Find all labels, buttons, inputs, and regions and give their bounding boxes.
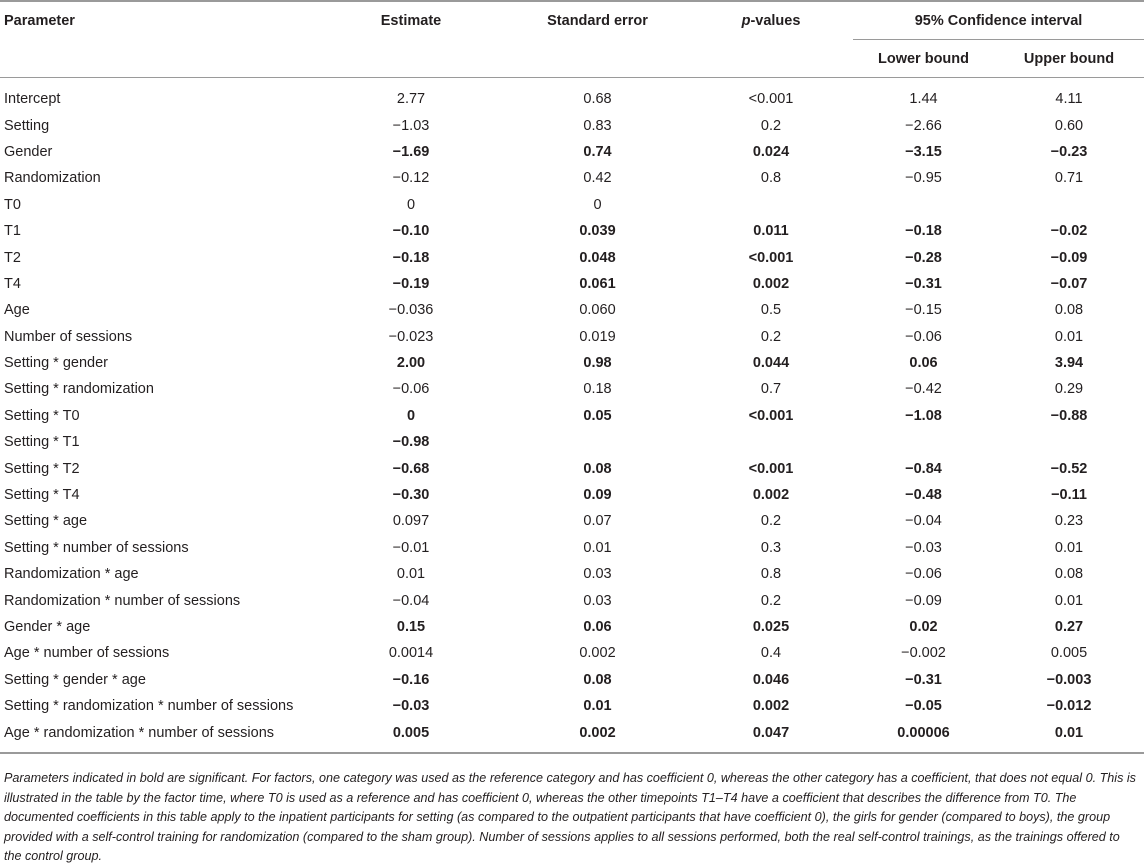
cell-lower-bound: 0.00006 xyxy=(897,724,950,741)
table-row xyxy=(0,561,1144,587)
table-row xyxy=(0,429,1144,455)
cell-lower-bound xyxy=(853,429,994,455)
cell-standard-error: 0.03 xyxy=(583,566,612,583)
cell-estimate: −0.12 xyxy=(392,170,430,187)
cell-estimate: 2.77 xyxy=(396,91,426,108)
cell-upper-bound: 0.29 xyxy=(1054,381,1084,398)
cell-upper-bound: −0.09 xyxy=(1050,249,1088,266)
table-row xyxy=(0,614,1144,640)
cell-lower-bound: −2.66 xyxy=(905,117,942,134)
header-upper-bound: Upper bound xyxy=(1023,50,1115,67)
cell-upper-bound: −0.11 xyxy=(1051,487,1087,504)
cell-estimate: −1.69 xyxy=(392,143,430,160)
table-row xyxy=(0,376,1144,402)
cell-standard-error: 0.68 xyxy=(583,91,612,108)
cell-standard-error: 0.039 xyxy=(579,223,616,240)
cell-upper-bound xyxy=(994,192,1144,218)
cell-p-value: 0.2 xyxy=(760,328,782,345)
table-row xyxy=(0,192,1144,218)
cell-upper-bound: 0.71 xyxy=(1054,170,1084,187)
cell-standard-error: 0.048 xyxy=(579,249,616,266)
cell-estimate: −0.18 xyxy=(392,249,430,266)
cell-p-value: 0.2 xyxy=(760,117,782,134)
cell-parameter: Intercept xyxy=(4,91,61,108)
cell-standard-error xyxy=(506,429,689,455)
cell-parameter: Setting * gender xyxy=(4,355,108,372)
cell-upper-bound: −0.88 xyxy=(1050,407,1088,424)
cell-parameter: T1 xyxy=(4,223,21,240)
cell-parameter: Setting * T0 xyxy=(4,407,80,424)
cell-lower-bound: −0.18 xyxy=(905,223,942,240)
cell-estimate: −0.98 xyxy=(392,434,430,451)
cell-standard-error: 0.061 xyxy=(579,275,616,292)
cell-parameter: Randomization * number of sessions xyxy=(4,592,241,609)
table-row xyxy=(0,693,1144,719)
cell-p-value: 0.7 xyxy=(760,381,782,398)
header-lower-bound: Lower bound xyxy=(877,50,969,67)
cell-parameter: Setting * age xyxy=(4,513,88,530)
cell-parameter: Age * randomization * number of sessions xyxy=(4,724,275,741)
cell-upper-bound: 0.08 xyxy=(1054,566,1084,583)
table-row xyxy=(0,139,1144,165)
table-row xyxy=(0,482,1144,508)
header-p-letter: p xyxy=(741,13,751,29)
cell-upper-bound xyxy=(994,429,1144,455)
cell-parameter: Setting xyxy=(4,117,50,134)
cell-estimate: 0 xyxy=(406,196,416,213)
cell-parameter: Age xyxy=(4,302,30,319)
cell-lower-bound: −0.002 xyxy=(901,645,946,662)
table-header xyxy=(0,1,1144,78)
cell-upper-bound: 0.27 xyxy=(1054,619,1084,635)
header-standard-error: Standard error xyxy=(547,13,648,29)
cell-standard-error: 0.42 xyxy=(583,170,612,187)
header-estimate: Estimate xyxy=(380,13,442,29)
cell-p-value: 0.3 xyxy=(760,539,782,556)
cell-standard-error: 0.01 xyxy=(583,698,612,715)
cell-standard-error: 0.08 xyxy=(583,671,612,688)
cell-p-value: 0.025 xyxy=(752,619,790,635)
cell-upper-bound: 0.005 xyxy=(1050,645,1088,662)
cell-standard-error: 0.01 xyxy=(583,539,612,556)
cell-p-value: <0.001 xyxy=(748,249,794,266)
cell-estimate: 0.005 xyxy=(392,724,430,741)
cell-standard-error: 0.019 xyxy=(579,328,616,345)
cell-lower-bound: −0.06 xyxy=(905,328,942,345)
cell-estimate: −1.03 xyxy=(392,117,430,134)
cell-upper-bound: 3.94 xyxy=(1054,355,1084,372)
cell-p-value: 0.5 xyxy=(760,302,782,319)
cell-p-value: 0.002 xyxy=(752,275,790,292)
table-row xyxy=(0,403,1144,429)
cell-estimate: −0.06 xyxy=(392,381,430,398)
cell-parameter: Setting * T2 xyxy=(4,460,80,477)
cell-estimate: −0.023 xyxy=(388,328,434,345)
cell-p-value: 0.024 xyxy=(752,143,790,160)
cell-parameter: T2 xyxy=(4,249,21,266)
cell-p-value: 0.8 xyxy=(760,170,782,187)
table-row xyxy=(0,324,1144,350)
cell-upper-bound: 0.01 xyxy=(1054,724,1084,741)
cell-parameter: Setting * number of sessions xyxy=(4,539,189,556)
cell-lower-bound: 0.02 xyxy=(909,619,938,635)
cell-lower-bound: −0.04 xyxy=(905,513,942,530)
header-p-values xyxy=(689,1,853,78)
cell-estimate: 2.00 xyxy=(396,355,426,372)
cell-parameter: Number of sessions xyxy=(4,328,133,345)
cell-lower-bound: 0.06 xyxy=(909,355,938,372)
cell-parameter: Setting * gender * age xyxy=(4,671,146,688)
cell-lower-bound: −0.09 xyxy=(905,592,942,609)
cell-estimate: 0.01 xyxy=(396,566,426,583)
cell-lower-bound: −0.48 xyxy=(905,487,942,504)
table-row xyxy=(0,78,1144,113)
table-row xyxy=(0,719,1144,752)
cell-lower-bound: −0.28 xyxy=(905,249,942,266)
cell-upper-bound: 0.01 xyxy=(1054,328,1084,345)
cell-p-value: 0.011 xyxy=(753,223,789,240)
cell-upper-bound: −0.52 xyxy=(1050,460,1088,477)
cell-lower-bound: −0.31 xyxy=(905,671,942,688)
cell-standard-error: 0.09 xyxy=(583,487,612,504)
cell-lower-bound xyxy=(853,192,994,218)
cell-lower-bound: 1.44 xyxy=(909,91,938,108)
cell-standard-error: 0.002 xyxy=(579,724,616,741)
cell-estimate: 0 xyxy=(406,407,416,424)
cell-standard-error: 0.08 xyxy=(583,460,612,477)
table-row xyxy=(0,112,1144,138)
cell-lower-bound: −0.95 xyxy=(905,170,942,187)
cell-estimate: −0.10 xyxy=(392,223,430,240)
table-footnote: Parameters indicated in bold are significant. For factors, one category was used as the reference category and has coefficient 0, whereas the other category has a coefficient, that does not equal 0. This is illustrated in the table by the factor time, where T0 is used as a reference and has coefficient 0, whereas the other timepoints T1–T4 have a coefficient that describes the difference from T0. The documented coefficients in this table apply to the inpatient participants for setting (as compared to the outpatient participants that have coefficient 0), the girls for gender (compared to boys), the group provided with a self-control training for randomization (compared to the sham group). Number of sessions applies to all sessions performed, both the real self-control trainings, as the trainings offered to the control group. xyxy=(4,771,1136,863)
cell-standard-error: 0 xyxy=(593,196,602,213)
cell-p-value: <0.001 xyxy=(748,91,794,108)
cell-parameter: Randomization * age xyxy=(4,566,139,583)
cell-lower-bound: −3.15 xyxy=(905,143,942,160)
cell-parameter: T0 xyxy=(4,196,21,213)
cell-standard-error: 0.18 xyxy=(583,381,612,398)
cell-estimate: 0.0014 xyxy=(388,645,434,662)
cell-p-value xyxy=(689,429,853,455)
cell-p-value: 0.047 xyxy=(752,724,790,741)
cell-estimate: −0.03 xyxy=(392,698,430,715)
table-row xyxy=(0,244,1144,270)
cell-p-value: 0.2 xyxy=(760,513,782,530)
table-row xyxy=(0,350,1144,376)
table-row xyxy=(0,218,1144,244)
cell-standard-error: 0.98 xyxy=(583,355,612,372)
table-row xyxy=(0,587,1144,613)
cell-lower-bound: −0.06 xyxy=(905,566,942,583)
cell-lower-bound: −1.08 xyxy=(905,407,942,424)
cell-estimate: 0.15 xyxy=(396,619,426,635)
cell-upper-bound: 4.11 xyxy=(1055,91,1083,108)
table-row xyxy=(0,535,1144,561)
cell-parameter: Setting * randomization * number of sessions xyxy=(4,698,294,715)
cell-p-value: 0.002 xyxy=(752,487,790,504)
cell-standard-error: 0.07 xyxy=(583,513,612,530)
header-p-suffix: -values xyxy=(750,13,801,29)
cell-estimate: −0.04 xyxy=(392,592,430,609)
cell-upper-bound: 0.60 xyxy=(1054,117,1084,134)
table-row xyxy=(0,508,1144,534)
cell-lower-bound: −0.15 xyxy=(905,302,942,319)
cell-estimate: −0.16 xyxy=(392,671,430,688)
table-row xyxy=(0,271,1144,297)
cell-p-value: 0.046 xyxy=(752,671,790,688)
cell-lower-bound: −0.31 xyxy=(905,275,942,292)
cell-lower-bound: −0.84 xyxy=(905,460,942,477)
cell-upper-bound: −0.23 xyxy=(1050,143,1088,160)
cell-standard-error: 0.05 xyxy=(583,407,612,424)
cell-p-value: <0.001 xyxy=(748,460,794,477)
table-row xyxy=(0,165,1144,191)
cell-upper-bound: 0.01 xyxy=(1054,539,1084,556)
cell-parameter: Randomization xyxy=(4,170,101,187)
cell-p-value xyxy=(689,192,853,218)
cell-p-value: 0.002 xyxy=(752,698,790,715)
cell-upper-bound: −0.02 xyxy=(1050,223,1088,240)
cell-parameter: T4 xyxy=(4,275,21,292)
cell-estimate: −0.30 xyxy=(392,487,430,504)
cell-estimate: −0.036 xyxy=(388,302,434,319)
header-parameter: Parameter xyxy=(4,13,75,29)
cell-parameter: Age * number of sessions xyxy=(4,645,170,662)
cell-upper-bound: −0.012 xyxy=(1046,698,1092,715)
cell-estimate: 0.097 xyxy=(392,513,430,530)
cell-p-value: 0.044 xyxy=(752,355,790,372)
cell-upper-bound: 0.23 xyxy=(1054,513,1084,530)
cell-lower-bound: −0.05 xyxy=(905,698,942,715)
cell-parameter: Setting * T4 xyxy=(4,487,80,504)
cell-estimate: −0.01 xyxy=(392,539,430,556)
cell-p-value: 0.4 xyxy=(760,645,782,662)
cell-lower-bound: −0.42 xyxy=(905,381,942,398)
cell-parameter: Gender xyxy=(4,143,53,160)
cell-p-value: 0.2 xyxy=(760,592,782,609)
cell-p-value: <0.001 xyxy=(748,407,794,424)
cell-standard-error: 0.002 xyxy=(579,645,616,662)
cell-p-value: 0.8 xyxy=(760,566,782,583)
cell-standard-error: 0.74 xyxy=(583,143,612,160)
cell-parameter: Setting * randomization xyxy=(4,381,154,398)
cell-standard-error: 0.03 xyxy=(583,592,612,609)
cell-upper-bound: 0.08 xyxy=(1054,302,1084,319)
header-confidence-interval: 95% Confidence interval xyxy=(853,1,1144,40)
table-body xyxy=(0,78,1144,753)
cell-parameter: Setting * T1 xyxy=(4,434,80,451)
cell-standard-error: 0.83 xyxy=(583,117,612,134)
cell-upper-bound: −0.003 xyxy=(1046,671,1092,688)
cell-estimate: −0.68 xyxy=(392,460,430,477)
cell-upper-bound: −0.07 xyxy=(1050,275,1088,292)
cell-lower-bound: −0.03 xyxy=(905,539,942,556)
table-row xyxy=(0,455,1144,481)
cell-upper-bound: 0.01 xyxy=(1054,592,1084,609)
cell-standard-error: 0.06 xyxy=(583,619,612,635)
table-row xyxy=(0,297,1144,323)
cell-standard-error: 0.060 xyxy=(579,302,616,319)
table-row xyxy=(0,640,1144,666)
cell-parameter: Gender * age xyxy=(4,619,91,635)
cell-estimate: −0.19 xyxy=(392,275,430,292)
table-row xyxy=(0,667,1144,693)
